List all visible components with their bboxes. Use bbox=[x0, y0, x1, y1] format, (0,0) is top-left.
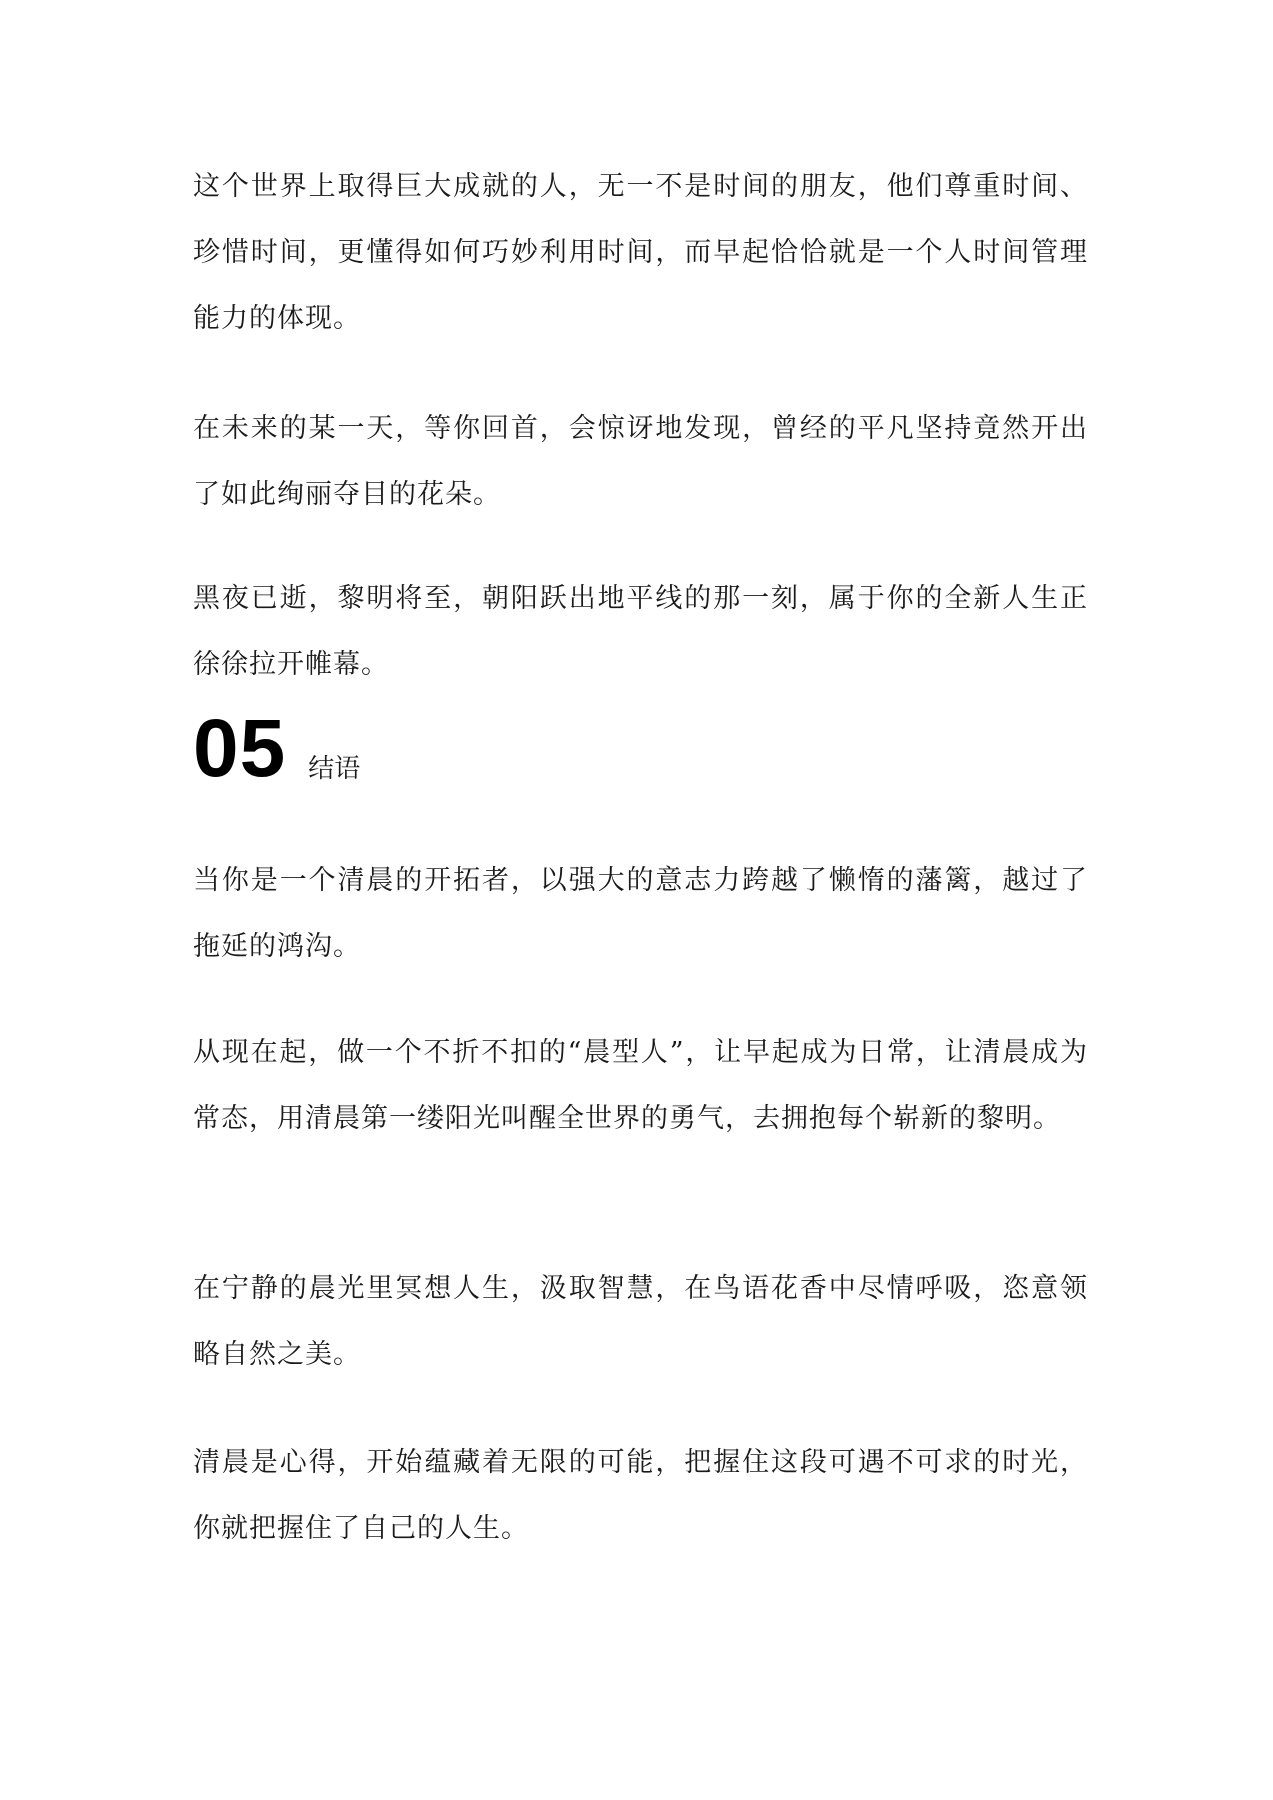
paragraph-grasp-life: 清晨是心得，开始蕴藏着无限的可能，把握住这段可遇不可求的时光，你就把握住了自己的人生。 bbox=[193, 1447, 1088, 1544]
paragraph-new-life: 黑夜已逝，黎明将至，朝阳跃出地平线的那一刻，属于你的全新人生正徐徐拉开帷幕。 bbox=[193, 583, 1088, 680]
paragraph-future-flowers: 在未来的某一天，等你回首，会惊讶地发现，曾经的平凡坚持竟然开出了如此绚丽夺目的花朵。 bbox=[193, 413, 1088, 510]
paragraph-morning-person: 从现在起，做一个不折不扣的“晨型人”，让早起成为日常，让清晨成为常态，用清晨第一缕阳光叫醒全世界的勇气，去拥抱每个崭新的黎明。 bbox=[193, 1037, 1088, 1134]
section-number: 05 bbox=[193, 703, 287, 794]
paragraph-meditation: 在宁静的晨光里冥想人生，汲取智慧，在鸟语花香中尽情呼吸，恣意领略自然之美。 bbox=[193, 1273, 1088, 1370]
section-title: 结语 bbox=[308, 754, 361, 784]
paragraph-time-friends: 这个世界上取得巨大成就的人，无一不是时间的朋友，他们尊重时间、珍惜时间，更懂得如何巧妙利用时间，而早起恰恰就是一个人时间管理能力的体现。 bbox=[193, 171, 1088, 334]
paragraph-morning-pioneer: 当你是一个清晨的开拓者，以强大的意志力跨越了懒惰的藩篱，越过了拖延的鸿沟。 bbox=[193, 865, 1088, 962]
section-heading bbox=[193, 700, 361, 794]
